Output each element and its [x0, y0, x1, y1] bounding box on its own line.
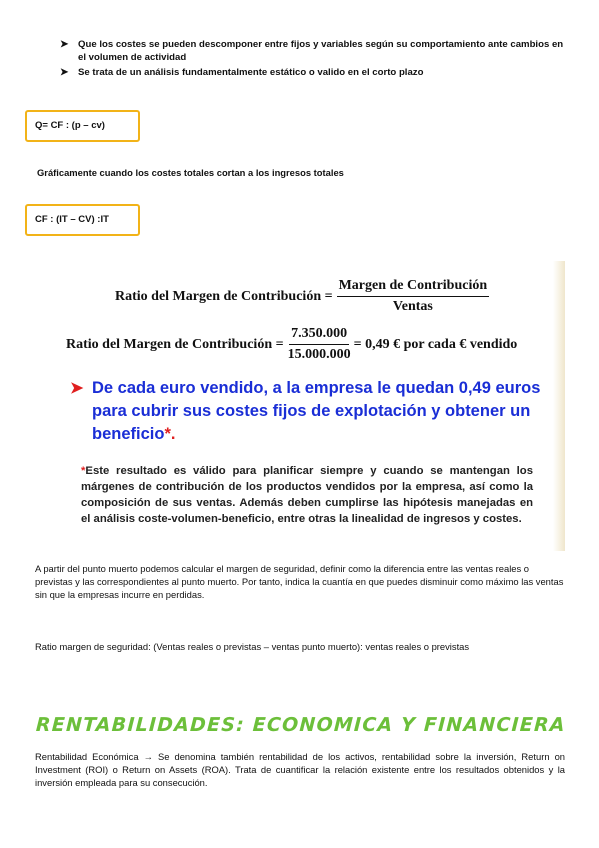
fraction-numerator: Margen de Contribución	[337, 278, 490, 297]
highlight-text: De cada euro vendido, a la empresa le quedan 0,49 euros para cubrir sus costes fijos de explotación y obtener un beneficio	[92, 379, 541, 443]
footnote-star: *	[81, 465, 86, 477]
footnote	[81, 463, 533, 527]
safety-ratio-text: Ratio margen de seguridad: (Ventas reales o previstas – ventas punto muerto): ventas reales o previstas	[35, 641, 470, 652]
bullet-text: Que los costes se pueden descomponer entre fijos y variables según su comportamiento ante cambios en el volumen de actividad	[78, 39, 564, 63]
fraction-denominator: Ventas	[392, 299, 433, 314]
equation-label: Ratio del Margen de Contribución =	[115, 288, 333, 304]
slide-edge	[553, 261, 565, 551]
graphic-text: Gráficamente cuando los costes totales cortan a los ingresos totales	[37, 167, 344, 178]
section-heading: RENTABILIDADES: ECONOMICA Y FINANCIERA	[35, 714, 567, 736]
list-item	[58, 66, 568, 79]
arrow-bullet-icon: ➤	[70, 380, 84, 397]
formula-text: CF : (IT – CV) :IT	[35, 214, 109, 225]
fraction	[337, 278, 490, 315]
equation-label: Ratio del Margen de Contribución =	[66, 336, 284, 352]
safety-margin-paragraph: A partir del punto muerto podemos calcular el margen de seguridad, definir como la diferencia entre las ventas reales o previstas y las correspondientes al punto muerto. Por tanto, indica la cuantía en que puedes disminuir como máximo las ventas sin que la empresas incurre en perdidas.	[35, 563, 564, 600]
formula-text: Q= CF : (p – cv)	[35, 120, 105, 131]
equation-ratio-definition	[115, 278, 489, 315]
highlight-statement	[70, 377, 542, 446]
bullet-list	[58, 38, 568, 81]
bullet-text: Se trata de un análisis fundamentalmente estático o valido en el corto plazo	[78, 67, 424, 78]
fraction-numerator: 7.350.000	[289, 326, 349, 345]
footnote-text: Este resultado es válido para planificar siempre y cuando se mantengan los márgenes de contribución de los productos vendidos por la empresa, así como la composición de sus ventas. Además deben cumplirse las hipótesis manejadas en el análisis coste-volumen-beneficio, entre otras la linealidad de ingresos y costes.	[81, 465, 533, 525]
roi-paragraph: Rentabilidad Económica → Se denomina también rentabilidad de los activos, rentabilidad sobre la inversión, Return on Investment (ROI) o Return on Assets (ROA). Trata de cuantificar la relación existente entre los resultados obtenidos y la inversión empleada para su consecución.	[35, 751, 565, 788]
fraction-denominator: 15.000.000	[287, 347, 351, 362]
formula-box-breakeven	[25, 110, 140, 142]
fraction	[288, 326, 351, 363]
arrow-bullet-icon: ➤	[60, 67, 69, 78]
formula-box-revenue	[25, 204, 140, 236]
equation-result: = 0,49 € por cada € vendido	[353, 336, 518, 352]
highlight-star: *.	[164, 425, 176, 443]
arrow-bullet-icon: ➤	[60, 39, 69, 50]
list-item	[58, 38, 568, 64]
equation-ratio-values	[66, 326, 517, 363]
